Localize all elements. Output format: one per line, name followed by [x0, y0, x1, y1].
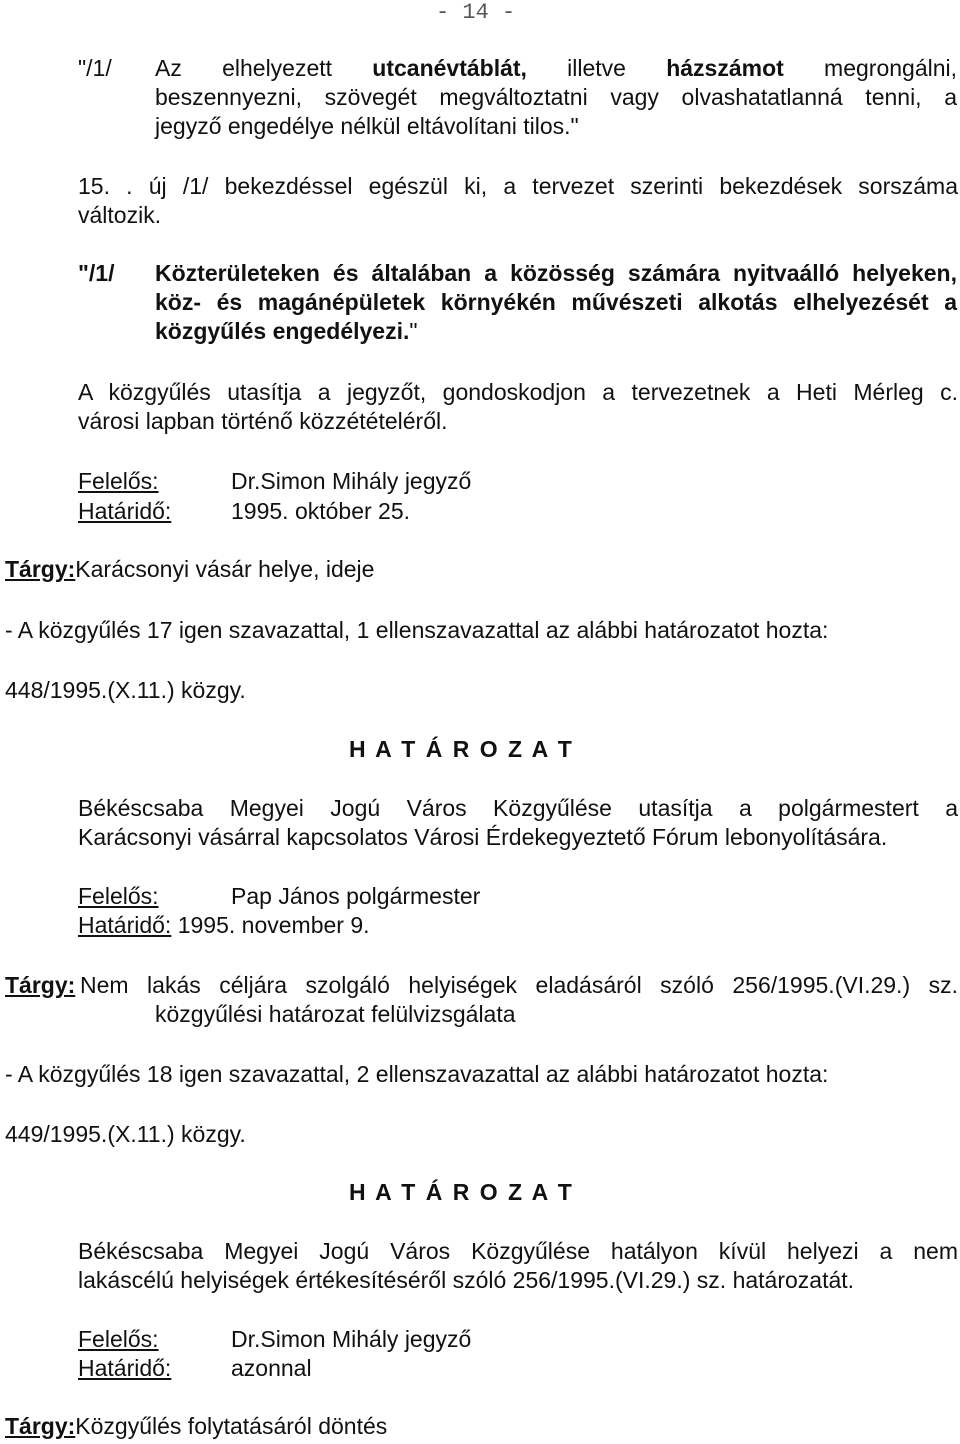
amendment-line: közgyűlés engedélyezi.": [155, 318, 418, 344]
amendment-line: jegyző engedélye nélkül eltávolítani tilos.": [155, 113, 579, 139]
section-text: változik.: [78, 202, 162, 228]
page-number: - 14 -: [436, 0, 516, 25]
deadline-value: 1995. október 25.: [231, 498, 411, 524]
resolution-body: Békéscsaba Megyei Jogú Város Közgyűlése utasítja a polgármestert a: [78, 795, 958, 821]
subject-line: Tárgy:Közgyűlés folytatásáról döntés: [5, 1413, 388, 1439]
amendment-line: Közterületeken és általában a közösség számára nyitvaálló helyeken,: [155, 260, 957, 286]
resolution-heading: H A T Á R O Z A T: [349, 736, 574, 762]
vote-text: - A közgyűlés 18 igen szavazattal, 2 ellenszavazattal az alábbi határozatot hozta:: [5, 1061, 829, 1087]
amendment-line: Az elhelyezett utcanévtáblát, illetve házszámot megrongálni,: [155, 55, 958, 81]
responsible-value: Dr.Simon Mihály jegyző: [231, 468, 472, 494]
subject-label: Tárgy:: [5, 556, 76, 582]
deadline-label: Határidő:: [78, 912, 172, 938]
deadline-label: Határidő:: [78, 498, 172, 524]
vote-text: - A közgyűlés 17 igen szavazattal, 1 ellenszavazattal az alábbi határozatot hozta:: [5, 617, 829, 643]
subject-text: Nem lakás céljára szolgáló helyiségek eladásáról szóló 256/1995.(VI.29.) sz.: [80, 972, 958, 998]
resolution-number: 449/1995.(X.11.) közgy.: [5, 1121, 246, 1147]
deadline-value: azonnal: [231, 1355, 312, 1381]
responsible-label: Felelős:: [78, 883, 159, 909]
responsible-value: Dr.Simon Mihály jegyző: [231, 1326, 472, 1352]
instruction-text: A közgyűlés utasítja a jegyzőt, gondoskodjon a tervezetnek a Heti Mérleg c.: [78, 379, 958, 405]
subject-line: Tárgy:Karácsonyi vásár helye, ideje: [5, 556, 375, 582]
resolution-body: Karácsonyi vásárral kapcsolatos Városi Érdekegyeztető Fórum lebonyolítására.: [78, 824, 888, 850]
section-text: 15. . új /1/ bekezdéssel egészül ki, a tervezet szerinti bekezdések sorszáma: [78, 173, 958, 199]
responsible-value: Pap János polgármester: [231, 883, 481, 909]
subject-text: közgyűlési határozat felülvizsgálata: [155, 1001, 516, 1027]
resolution-heading: H A T Á R O Z A T: [349, 1179, 574, 1205]
amendment-line: köz- és magánépületek környékén művészeti alkotás elhelyezését a: [155, 289, 957, 315]
subject-label: Tárgy:: [5, 972, 76, 998]
resolution-body: Békéscsaba Megyei Jogú Város Közgyűlése hatályon kívül helyezi a nem: [78, 1238, 958, 1264]
responsible-label: Felelős:: [78, 468, 159, 494]
amendment-label: "/1/: [78, 55, 112, 81]
deadline-line: Határidő: 1995. november 9.: [78, 912, 370, 938]
resolution-body: lakáscélú helyiségek értékesítéséről szóló 256/1995.(VI.29.) sz. határozatát.: [78, 1267, 855, 1293]
subject-label: Tárgy:: [5, 1413, 76, 1439]
responsible-label: Felelős:: [78, 1326, 159, 1352]
resolution-number: 448/1995.(X.11.) közgy.: [5, 677, 246, 703]
amendment-label: "/1/: [78, 260, 115, 286]
deadline-label: Határidő:: [78, 1355, 172, 1381]
instruction-text: városi lapban történő közzétételéről.: [78, 408, 448, 434]
amendment-line: beszennyezni, szövegét megváltoztatni vagy olvashatatlanná tenni, a: [155, 84, 957, 110]
